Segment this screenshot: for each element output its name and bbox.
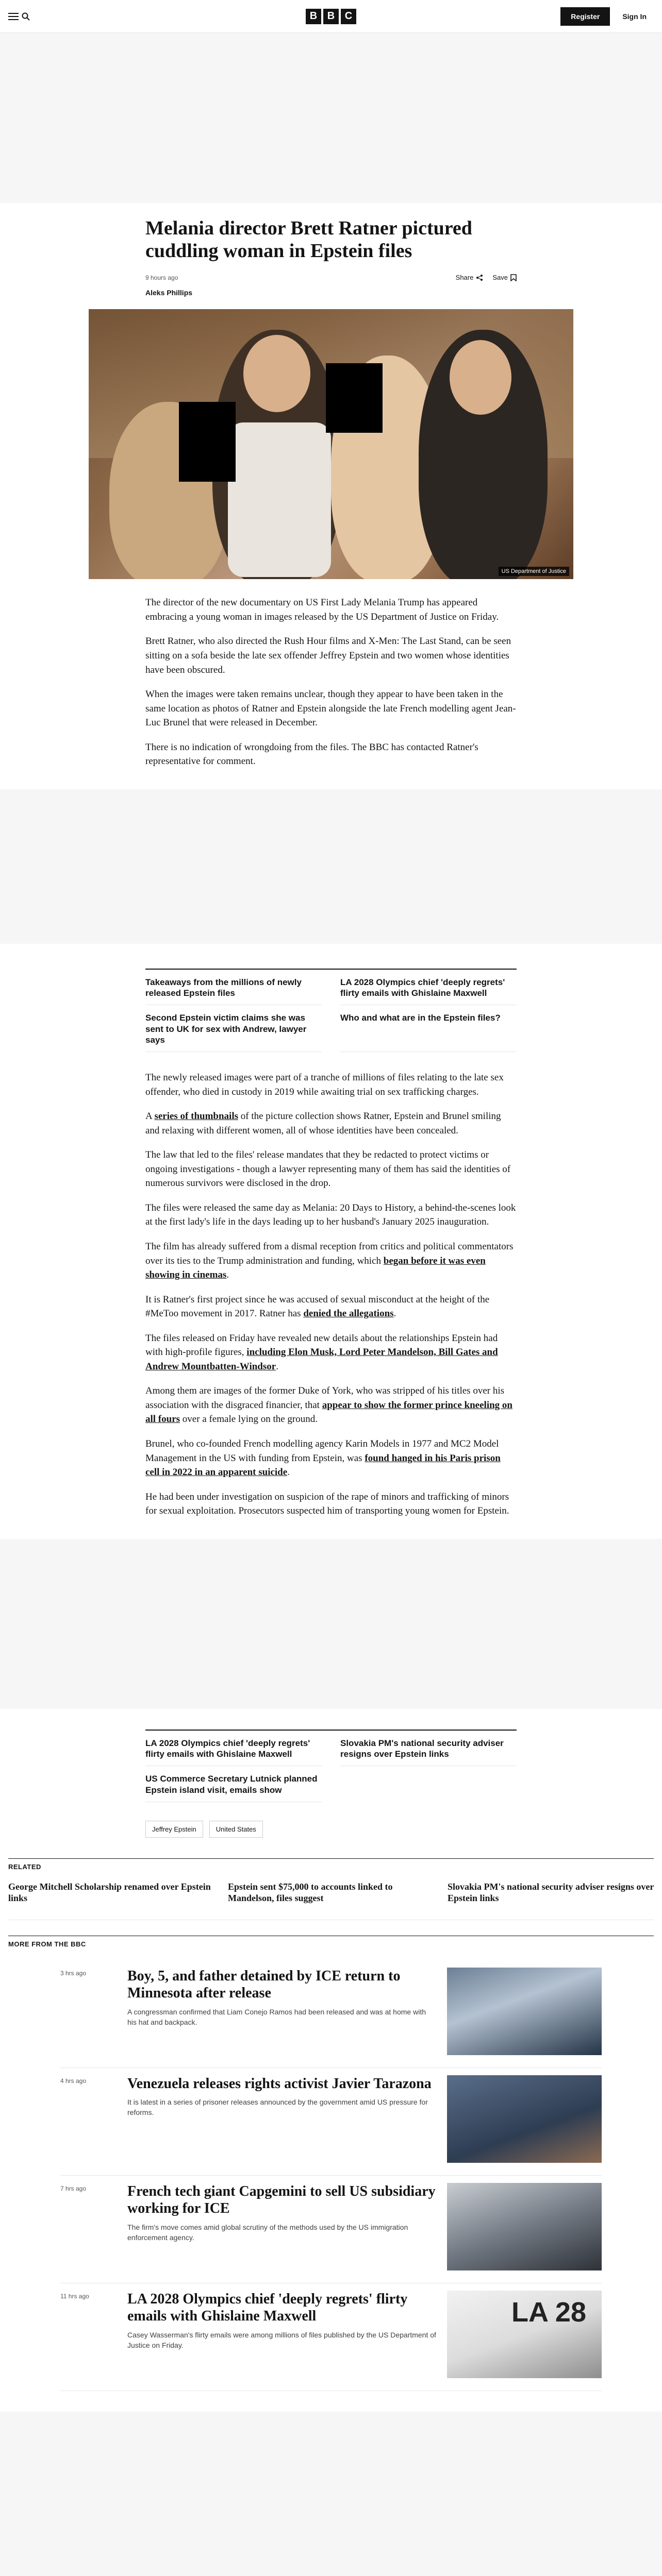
inline-link[interactable]: series of thumbnails [154, 1111, 239, 1122]
related-item[interactable]: George Mitchell Scholarship renamed over Epstein links [8, 1881, 211, 1904]
story-title[interactable]: Boy, 5, and father detained by ICE return to Minnesota after release [127, 1968, 401, 2002]
paragraph [145, 1109, 517, 1138]
story-summary: A congressman confirmed that Liam Conejo Ramos had been released and was at home with his hat and backpack. [127, 2007, 426, 2026]
header-right [560, 7, 654, 26]
paragraph: There is no indication of wrongdoing from the files. The BBC has contacted Ratner's representative for comment. [145, 741, 478, 767]
menu-icon[interactable] [8, 13, 19, 20]
image-face [243, 335, 310, 412]
text: It is Ratner's first project since he was accused of sexual misconduct at the height of the #MeToo movement in 2017. Ratner has [145, 1294, 490, 1319]
more-title: MORE FROM THE BBC [8, 1936, 654, 1948]
save-label: Save [492, 274, 508, 282]
story-title[interactable]: Venezuela releases rights activist Javier Tarazona [127, 2075, 432, 2092]
header-left [8, 12, 30, 21]
paragraph: When the images were taken remains unclear, though they appear to have been taken in the same location as photos of Ratner and Epstein alongside the late French modelling agent Jean-Luc Brunel that were released in December. [145, 689, 516, 728]
story-thumbnail[interactable] [447, 2075, 602, 2163]
article-footer [145, 1730, 517, 1838]
inline-link[interactable]: found hanged in his Paris prison cell in 2022 in an apparent suicide [145, 1452, 501, 1478]
inline-related-links [145, 1730, 517, 1802]
topic-tags [145, 1821, 517, 1838]
text: . [287, 1467, 290, 1478]
related-link[interactable]: US Commerce Secretary Lutnick planned Epstein island visit, emails show [145, 1773, 322, 1802]
publish-time: 9 hours ago [145, 274, 178, 281]
advertisement-slot [0, 33, 662, 203]
story-summary: The firm's move comes amid global scrutiny of the methods used by the US immigration enforcement agency. [127, 2223, 408, 2242]
text: The files released on Friday have revealed new details about the relationships Epstein had with high-profile figures, [145, 1332, 498, 1358]
story-title[interactable]: French tech giant Capgemini to sell US subsidiary working for ICE [127, 2183, 436, 2217]
related-item[interactable]: Epstein sent $75,000 to accounts linked to Mandelson, files suggest [228, 1881, 393, 1904]
article-actions [456, 274, 517, 281]
article-meta [145, 274, 517, 281]
related-link[interactable]: LA 2028 Olympics chief 'deeply regrets' flirty emails with Ghislaine Maxwell [145, 1738, 322, 1767]
register-button[interactable]: Register [560, 7, 610, 26]
more-stories [60, 1960, 602, 2391]
paragraph: He had been under investigation on suspicion of the rape of minors and trafficking of minors for sexual exploitation. Prosecutors suspected him of transporting young women for Epstein. [145, 1491, 509, 1517]
la28-logo-text: LA 28 [511, 2296, 586, 2328]
related-section [8, 1858, 654, 1920]
related-item[interactable]: Slovakia PM's national security adviser resigns over Epstein links [448, 1881, 654, 1904]
story-time: 11 hrs ago [60, 2292, 89, 2300]
hero-image [89, 309, 573, 579]
paragraph [145, 1240, 517, 1282]
paragraph [145, 1384, 517, 1427]
logo-letter: C [341, 9, 356, 24]
text: of the picture collection shows Ratner, Epstein and Brunel smiling and relaxing with different women, all of whose identities have been concealed. [145, 1111, 501, 1136]
text: A [145, 1111, 155, 1122]
paragraph: The newly released images were part of a tranche of millions of files relating to the late sex offender, who died in custody in 2019 while awaiting trial on sex trafficking charges. [145, 1072, 504, 1097]
text: . [393, 1308, 396, 1319]
related-title: RELATED [8, 1858, 654, 1871]
related-link[interactable]: LA 2028 Olympics chief 'deeply regrets' flirty emails with Ghislaine Maxwell [340, 977, 517, 1006]
related-list [8, 1881, 654, 1920]
topic-tag[interactable]: United States [209, 1821, 263, 1838]
related-link[interactable]: Who and what are in the Epstein files? [340, 1012, 517, 1052]
redaction-box [326, 363, 383, 433]
text: over a female lying on the ground. [180, 1414, 318, 1425]
paragraph [145, 1437, 517, 1480]
text: The film has already suffered from a dismal reception from critics and political commentators over its ties to the Trump administration and funding, which [145, 1241, 514, 1266]
text: Brunel, who co-founded French modelling agency Karin Models in 1977 and MC2 Model Management in the US with funding from Epstein, was [145, 1438, 499, 1464]
site-header [0, 0, 662, 33]
story-thumbnail[interactable] [447, 2183, 602, 2270]
inline-link[interactable]: appear to show the former prince kneeling on all fours [145, 1399, 512, 1425]
inline-link[interactable]: denied the allegations [303, 1308, 394, 1319]
story-time: 3 hrs ago [60, 1969, 87, 1977]
search-icon[interactable] [22, 12, 30, 21]
text: . [276, 1361, 278, 1372]
story-card[interactable] [60, 1960, 602, 2068]
share-button[interactable] [456, 274, 484, 281]
image-shirt [228, 422, 331, 577]
share-icon [476, 274, 483, 281]
inline-link[interactable]: began before it was even showing in cinemas [145, 1255, 486, 1281]
save-button[interactable] [492, 274, 517, 281]
text: . [226, 1269, 229, 1281]
advertisement-slot [0, 1539, 662, 1709]
image-credit: US Department of Justice [499, 567, 569, 576]
author-byline: Aleks Phillips [145, 289, 193, 297]
logo-letter: B [323, 9, 339, 24]
article [145, 217, 517, 297]
redaction-box [179, 402, 236, 482]
story-title[interactable]: LA 2028 Olympics chief 'deeply regrets' flirty emails with Ghislaine Maxwell [127, 2291, 408, 2325]
topic-tag[interactable]: Jeffrey Epstein [145, 1821, 203, 1838]
advertisement-slot [0, 789, 662, 944]
paragraph: The files were released the same day as Melania: 20 Days to History, a behind-the-scenes look at the first lady's life in the days leading up to her husband's January 2025 inauguration. [145, 1202, 516, 1228]
article-body-continued [145, 969, 517, 1518]
related-link[interactable]: Slovakia PM's national security adviser resigns over Epstein links [340, 1738, 517, 1767]
paragraph: The director of the new documentary on US First Lady Melania Trump has appeared embracing a young woman in images released by the US Department of Justice on Friday. [145, 597, 499, 622]
story-card[interactable] [60, 2068, 602, 2176]
inline-related-links [145, 969, 517, 1052]
share-label: Share [455, 274, 474, 282]
paragraph [145, 1293, 517, 1321]
related-link[interactable]: Takeaways from the millions of newly released Epstein files [145, 977, 322, 1006]
article-body [145, 596, 517, 768]
article-headline: Melania director Brett Ratner pictured cuddling woman in Epstein files [145, 217, 472, 262]
story-thumbnail[interactable] [447, 1968, 602, 2055]
story-card[interactable] [60, 2283, 602, 2391]
bookmark-icon [510, 274, 517, 281]
story-summary: It is latest in a series of prisoner releases announced by the government amid US pressure for reforms. [127, 2098, 428, 2116]
story-summary: Casey Wasserman's flirty emails were among millions of files published by the US Department of Justice on Friday. [127, 2330, 436, 2349]
advertisement-slot [0, 2412, 662, 2576]
related-link[interactable]: Second Epstein victim claims she was sent to UK for sex with Andrew, lawyer says [145, 1012, 322, 1052]
bbc-logo[interactable] [306, 9, 356, 24]
paragraph: Brett Ratner, who also directed the Rush Hour films and X-Men: The Last Stand, can be seen sitting on a sofa beside the late sex offender Jeffrey Epstein and two women whose identities have been obscured. [145, 636, 511, 675]
story-card[interactable] [60, 2176, 602, 2283]
sign-in-button[interactable]: Sign In [622, 12, 647, 21]
story-time: 4 hrs ago [60, 2077, 87, 2084]
inline-link[interactable]: including Elon Musk, Lord Peter Mandelson, Bill Gates and Andrew Mountbatten-Windsor [145, 1347, 498, 1372]
paragraph [145, 1331, 517, 1374]
text: Among them are images of the former Duke of York, who was stripped of his titles over his association with the disgraced financier, that [145, 1385, 505, 1411]
paragraph: The law that led to the files' release mandates that they be redacted to protect victims or ongoing investigations - though a lawyer representing many of them has said the identities of numerous survivors were disclosed in the drop. [145, 1149, 511, 1189]
story-thumbnail[interactable] [447, 2291, 602, 2378]
more-from-bbc-section [8, 1936, 654, 2391]
image-face [450, 340, 511, 415]
story-time: 7 hrs ago [60, 2184, 87, 2192]
logo-letter: B [306, 9, 321, 24]
